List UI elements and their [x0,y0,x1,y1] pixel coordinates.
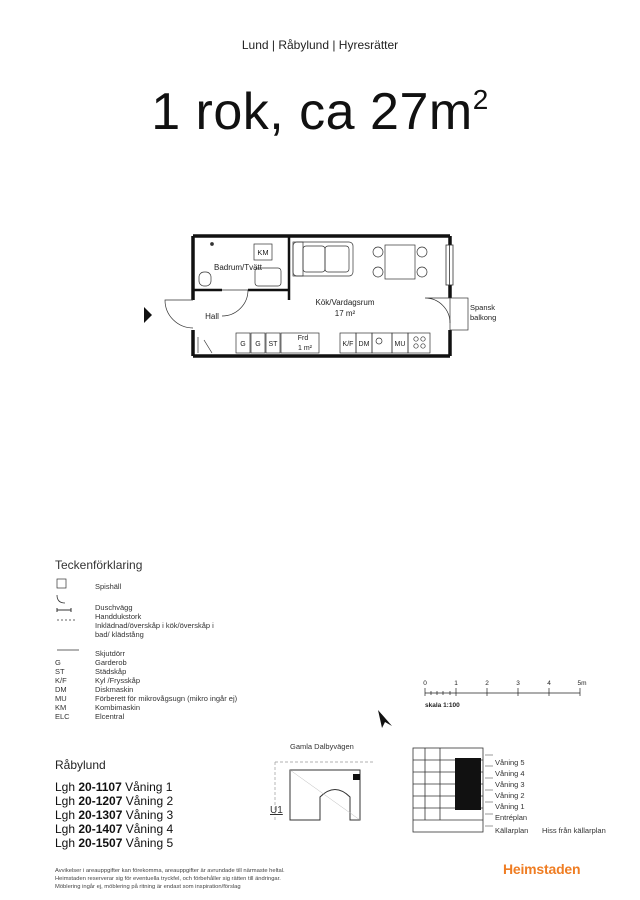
balcony-door [425,298,450,323]
room-label-living: Kök/Vardagsrum [315,298,375,307]
balcony-rail [450,298,468,330]
sofa [293,242,353,276]
cabinet-label-mu: MU [394,341,406,348]
legend-symbols [55,577,95,657]
site-unit-highlight [353,774,360,780]
outer-walls [193,236,450,356]
title-superscript: 2 [472,84,489,115]
room-area-frd: 1 m² [298,345,312,352]
entrance-arrow [144,307,152,323]
shower-wall-icon [57,595,65,603]
scale-bar [420,676,600,710]
legend-title: Teckenförklaring [55,558,143,572]
cabinet-label-kf: K/F [342,341,354,348]
disclaimer [55,868,385,891]
unit-row: Lgh 20-1207 Våning 2 [55,794,174,808]
room-label-km: KM [257,248,269,257]
units-heading: Råbylund [55,758,106,772]
floor-label: Våning 5 [495,758,525,767]
scale-ticks [425,688,580,696]
floor-label: Källarplan [495,826,529,835]
scale-tick-label: 1 [454,680,458,687]
disclaimer-line: Heimstaden reserverar sig för eventuella tryckfel, och förbehåller sig rätten till ändringar. [55,875,281,882]
site-plan [265,752,385,822]
building-id: U1 [270,805,283,816]
towel-rail-icon [57,608,71,612]
kitchen-run [340,333,430,353]
cabinet-label-g2: G [255,341,261,348]
scale-ratio: skala 1:100 [425,702,460,709]
hall-door [165,300,193,328]
balcony-label-1: Spansk [470,303,496,312]
scale-tick-label: 3 [516,680,520,687]
floor-label: Våning 4 [495,769,525,778]
cabinet-label-dm: DM [358,341,370,348]
scale-tick-label: 2 [485,680,489,687]
north-arrow-icon [376,708,394,730]
floor-label: Våning 3 [495,780,525,789]
unit-row: Lgh 20-1307 Våning 3 [55,808,174,822]
floor-plan [0,0,640,420]
room-label-bathroom: Badrum/Tvätt [213,263,263,272]
disclaimer-line: Avvikelser i areauppgifter kan förekomma, areauppgifter är avrundade till närmaste heltal. [55,868,285,874]
elevation-highlight [455,758,481,810]
disclaimer-line: Möblering ingår ej, möblering på ritning är endast som inspiration/förslag [55,883,241,890]
room-label-hall: Hall [205,312,219,321]
unit-row: Lgh 20-1107 Våning 1 [55,780,173,794]
location-breadcrumb: Lund | Råbylund | Hyresrätter [241,38,399,52]
window-right [446,245,453,285]
unit-row: Lgh 20-1507 Våning 5 [55,836,174,850]
floor-label: Våning 1 [495,802,525,811]
cabinet-label-st: ST [268,341,278,348]
cooktop-icon [57,579,66,588]
room-area-living: 17 m² [334,309,356,318]
floor-label: Våning 2 [495,791,525,800]
balcony-label-2: balkong [470,313,497,322]
lift-note: Hiss från källarplan [542,826,606,835]
scale-tick-label: 0 [423,680,427,687]
brand-logo: Heimstaden [503,861,581,877]
building-elevation [405,740,495,840]
cabinet-label-g1: G [240,341,246,348]
scale-tick-label: 5m [577,680,587,687]
floor-label: Entréplan [495,813,528,822]
bathroom-door [222,290,248,316]
room-label-frd: Frd [297,335,309,342]
unit-row: Lgh 20-1407 Våning 4 [55,822,174,836]
street-label: Gamla Dalbyvägen [290,742,354,751]
title-text: 1 rok, ca 27m [151,83,473,141]
dining-set [373,245,427,279]
scale-tick-label: 4 [547,680,551,687]
